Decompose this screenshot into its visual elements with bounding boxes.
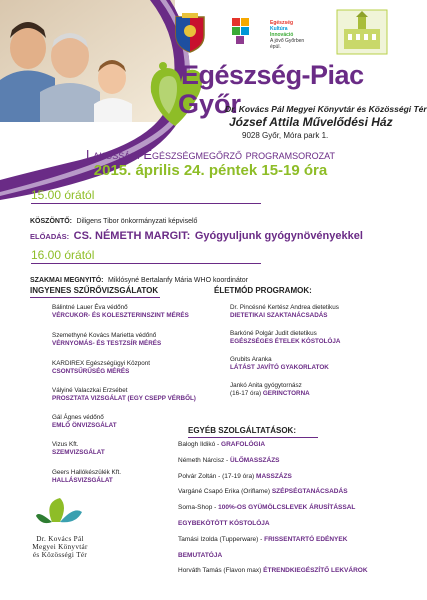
service-name: PROSZTATA VIZSGÁLAT (EGY CSEPP VÉRBŐL) <box>52 395 196 403</box>
program-name: EGÉSZSÉGES ÉTELEK KÓSTOLÓJA <box>230 338 341 346</box>
provider-name: Vargáné Csapó Erika (Oriflame) <box>178 488 270 496</box>
opening-label: SZAKMAI MEGNYITÓ: <box>30 277 104 284</box>
provider-name: Németh Nárcisz - <box>178 456 229 464</box>
list-item <box>52 441 162 469</box>
venue-address: 9028 Győr, Móra park 1. <box>242 131 329 140</box>
health-logo-line: Egészség <box>270 20 294 26</box>
list-item <box>178 473 418 489</box>
library-name: Dr. Kovács Pál Megyei Könyvtár és Közösségi Tér <box>225 104 427 114</box>
service-name: 100%-OS GYÜMÖLCSLEVEK ÁRUSÍTÁSSAL <box>218 504 356 512</box>
list-item <box>230 330 410 356</box>
provider-name: Horváth Tamás (Flavon max) <box>178 567 262 575</box>
service-name: BEMUTATÓJA <box>178 551 223 559</box>
provider-name: Vizus Kft. <box>52 441 79 448</box>
provider-name: Barkóné Polgár Judit dietetikus <box>230 330 317 337</box>
list-item <box>230 382 410 408</box>
brand-title: Egészség-Piac <box>181 60 364 90</box>
town-hall-icon <box>336 9 388 55</box>
service-name: MASSZÁZS <box>256 472 292 480</box>
lifestyle-list <box>230 304 410 408</box>
provider-name: Grubits Aranka <box>230 356 272 363</box>
service-name: VÉRCUKOR- ÉS KOLESZTERINSZINT MÉRÉS <box>52 312 189 320</box>
provider-name: Polvár Zoltán - (17-19 óra) <box>178 472 255 480</box>
service-name: EMLŐ ÖNVIZSGÁLAT <box>52 422 117 430</box>
opening-line <box>30 269 248 287</box>
provider-name: Dr. Pincésné Kertész Andrea dietetikus <box>230 304 339 311</box>
library-logo <box>16 496 104 596</box>
screenings-list <box>52 304 196 489</box>
provider-name: Tamási Izolda (Tupperware) - <box>178 535 263 543</box>
list-item <box>178 441 418 457</box>
list-item <box>178 504 418 520</box>
lifestyle-heading: ÉLETMÓD PROGRAMOK: <box>214 286 312 295</box>
lecture-speaker: CS. NÉMETH MARGIT: <box>73 230 191 242</box>
service-name: EGYBEKÖTÖTT KÓSTOLÓJA <box>178 519 270 527</box>
library-logo-line: és Közösségi Tér <box>32 551 88 559</box>
welcome-label: KÖSZÖNTŐ: <box>30 218 72 225</box>
list-item <box>178 567 418 583</box>
provider-name: KARDIREX Egészségügyi Központ <box>52 360 151 367</box>
list-item <box>52 469 162 489</box>
library-leaf-icon <box>16 496 104 526</box>
service-name: GRAFOLÓGIA <box>221 441 266 448</box>
list-item <box>178 457 418 473</box>
time-slot-1: 15.00 órától <box>31 188 95 202</box>
health-logo-line: Innováció <box>270 32 294 38</box>
program-name: DIETETIKAI SZAKTANÁCSADÁS <box>230 312 328 320</box>
services-list <box>178 441 418 583</box>
welcome-speaker: Diligens Tibor önkormányzati képviselő <box>76 218 198 225</box>
service-name: ÜLŐMASSZÁZS <box>230 456 280 464</box>
library-logo-line: Dr. Kovács Pál <box>36 535 84 543</box>
provider-name: Gál Ágnes védőnő <box>52 414 104 421</box>
service-name: HALLÁSVIZSGÁLAT <box>52 477 113 485</box>
divider <box>188 437 318 438</box>
list-item <box>52 414 162 441</box>
service-name: CSONTSŰRŰSÉG MÉRÉS <box>52 368 130 376</box>
opening-speaker: Miklósyné Bertalanfy Mária WHO koordinátor <box>107 277 249 284</box>
service-name: ÉTRENDKIEGÉSZÍTŐ LEKVÁROK <box>263 567 368 575</box>
list-item <box>230 356 410 382</box>
service-name: FRISSENTARTÓ EDÉNYEK <box>264 535 348 543</box>
list-item <box>178 488 418 504</box>
provider-name: Jankó Anita gyógytornász <box>230 382 302 389</box>
program-time: (16-17 óra) <box>230 390 262 398</box>
provider-name: Bálintné Lauer Éva védőnő <box>52 304 128 311</box>
service-name: SZEMVIZSGÁLAT <box>52 449 105 457</box>
provider-name: Balogh Ildikó - <box>178 441 220 448</box>
provider-name: Vályiné Valaczkai Erzsébet <box>52 387 128 394</box>
lecture-label: ELŐADÁS: <box>30 232 70 241</box>
library-logo-line: Megyei Könyvtár <box>32 543 88 551</box>
list-item <box>52 387 196 414</box>
service-name: SZÉPSÉGTANÁCSADÁS <box>271 488 348 496</box>
list-item <box>52 304 189 332</box>
provider-name: Geers Hallókészülék Kft. <box>52 469 121 476</box>
time-slot-2: 16.00 órától <box>31 248 95 262</box>
divider <box>30 297 160 298</box>
city-crest-icon <box>173 13 207 53</box>
venue-name: József Attila Művelődési Ház <box>229 115 393 129</box>
program-name: LÁTÁST JAVÍTÓ GYAKORLATOK <box>230 364 329 372</box>
brand-title-city: Győr <box>178 89 242 119</box>
program-name: GERINCTORNA <box>262 390 310 398</box>
health-culture-logo <box>230 16 314 58</box>
health-logo-line: Kultúra <box>270 26 288 32</box>
service-name: VÉRNYOMÁS- ÉS TESTZSÍR MÉRÉS <box>52 340 162 348</box>
list-item <box>230 304 410 330</box>
series-title: Lakossági Egészségmegőrző programsorozat <box>86 147 335 162</box>
lecture-line <box>30 226 363 244</box>
health-logo-line: A jövő Győrben épül. <box>270 38 305 50</box>
provider-name: Soma-Shop - <box>178 504 217 512</box>
list-item <box>178 520 418 536</box>
list-item <box>178 552 418 568</box>
list-item <box>52 332 162 360</box>
provider-name: Szemethyné Kovács Marietta védőnő <box>52 332 157 339</box>
services-heading: EGYÉB SZOLGÁLTATÁSOK: <box>188 426 296 435</box>
event-date: 2015. április 24. péntek 15-19 óra <box>93 162 328 179</box>
divider <box>31 263 261 264</box>
divider <box>31 203 261 204</box>
list-item <box>178 536 418 552</box>
screenings-heading: INGYENES SZŰRŐVIZSGÁLATOK <box>30 286 159 295</box>
lecture-title: Gyógyuljunk gyógynövényekkel <box>194 230 363 242</box>
list-item <box>52 360 162 387</box>
